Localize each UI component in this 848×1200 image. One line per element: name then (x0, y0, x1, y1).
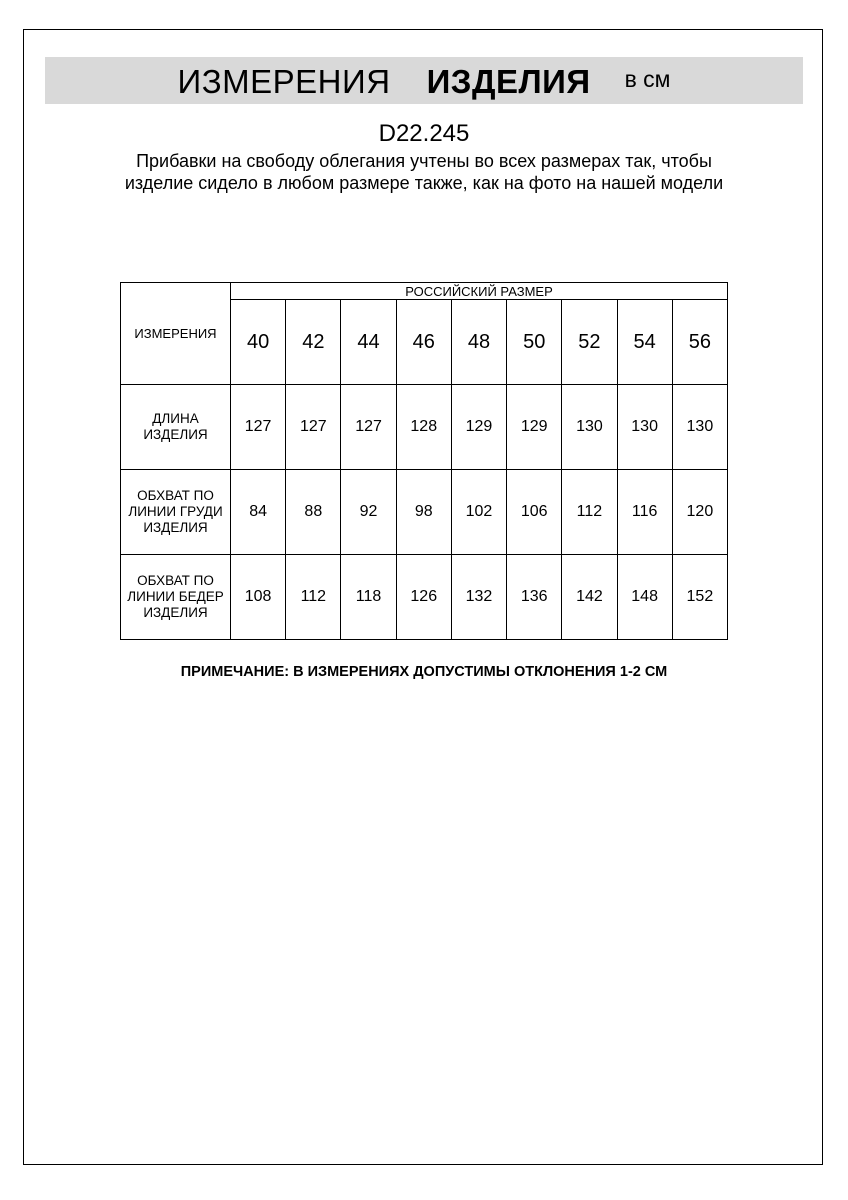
table-cell: 128 (396, 385, 451, 470)
title-product: ИЗДЕЛИЯ (426, 62, 591, 100)
row-label-line: ЛИНИИ ГРУДИ (128, 504, 223, 519)
corner-label: ИЗМЕРЕНИЯ (121, 283, 231, 385)
table-cell: 112 (286, 555, 341, 640)
row-label-line: ИЗДЕЛИЯ (143, 427, 208, 442)
row-label (121, 470, 231, 555)
size-header-54: 54 (617, 300, 672, 385)
size-header-44: 44 (341, 300, 396, 385)
article-number: D22.245 (378, 120, 470, 147)
table-cell: 152 (672, 555, 727, 640)
table-cell: 148 (617, 555, 672, 640)
table-cell: 129 (507, 385, 562, 470)
table-cell: 130 (672, 385, 727, 470)
table-cell: 88 (286, 470, 341, 555)
size-header-42: 42 (286, 300, 341, 385)
table-cell: 127 (286, 385, 341, 470)
table-cell: 126 (396, 555, 451, 640)
table-cell: 120 (672, 470, 727, 555)
row-label-line: ЛИНИИ БЕДЕР (127, 589, 224, 604)
russian-size-label: РОССИЙСКИЙ РАЗМЕР (231, 283, 728, 300)
table-row (121, 555, 728, 640)
table-cell: 116 (617, 470, 672, 555)
size-header-40: 40 (231, 300, 286, 385)
table-cell: 129 (451, 385, 506, 470)
table-cell: 130 (562, 385, 617, 470)
table-row (121, 470, 728, 555)
row-label-line: ИЗДЕЛИЯ (143, 520, 208, 535)
row-label-line: ДЛИНА (152, 411, 199, 426)
title-unit: в см (624, 66, 671, 92)
size-table (120, 282, 728, 640)
size-header-56: 56 (672, 300, 727, 385)
table-cell: 118 (341, 555, 396, 640)
title-measurements: ИЗМЕРЕНИЯ (177, 62, 391, 100)
deviation-note: ПРИМЕЧАНИЕ: В ИЗМЕРЕНИЯХ ДОПУСТИМЫ ОТКЛОНЕНИЯ 1-2 СМ (180, 664, 668, 680)
table-cell: 106 (507, 470, 562, 555)
table-cell: 142 (562, 555, 617, 640)
size-header-46: 46 (396, 300, 451, 385)
title-bar (45, 57, 803, 104)
row-label-line: ОБХВАТ ПО (137, 488, 214, 503)
row-label-line: ОБХВАТ ПО (137, 573, 214, 588)
table-cell: 98 (396, 470, 451, 555)
table-row (121, 385, 728, 470)
row-label (121, 555, 231, 640)
fit-description: Прибавки на свободу облегания учтены во всех размерах так, чтобы изделие сидело в любом размере также, как на фото на нашей модели (124, 151, 724, 193)
table-cell: 127 (341, 385, 396, 470)
table-cell: 84 (231, 470, 286, 555)
size-header-52: 52 (562, 300, 617, 385)
table-cell: 92 (341, 470, 396, 555)
size-header-48: 48 (451, 300, 506, 385)
table-cell: 127 (231, 385, 286, 470)
size-header-50: 50 (507, 300, 562, 385)
table-cell: 112 (562, 470, 617, 555)
row-label (121, 385, 231, 470)
table-cell: 132 (451, 555, 506, 640)
table-cell: 130 (617, 385, 672, 470)
table-cell: 108 (231, 555, 286, 640)
row-label-line: ИЗДЕЛИЯ (143, 605, 208, 620)
table-cell: 102 (451, 470, 506, 555)
table-cell: 136 (507, 555, 562, 640)
table-header-row (121, 283, 728, 300)
